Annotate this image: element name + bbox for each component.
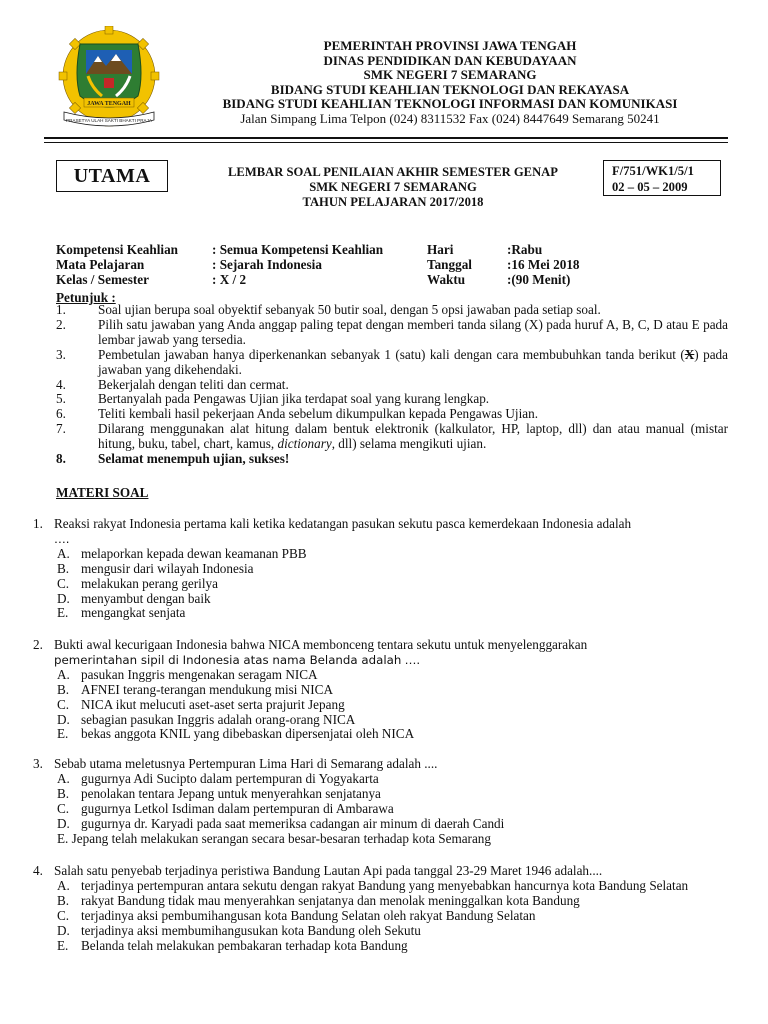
answer-option xyxy=(33,668,728,683)
instruction-text: Pilih satu jawaban yang Anda anggap paling tepat dengan memberi tanda silang (X) pada huruf A, B, C, D atau E pada lembar jawab yang tersedia. xyxy=(98,316,728,347)
info-label: Waktu xyxy=(427,271,466,287)
question-1 xyxy=(33,517,728,621)
answer-option xyxy=(33,909,728,924)
question-number: 2. xyxy=(33,637,43,652)
instruction-item xyxy=(56,318,728,348)
instruction-text: Selamat menempuh ujian, sukses! xyxy=(98,451,290,467)
option-text: Belanda telah melakukan pembakaran terhadap kota Bandung xyxy=(81,937,408,953)
option-letter: D. xyxy=(57,590,70,606)
answer-option xyxy=(33,817,728,832)
crossed-mark: X xyxy=(684,346,695,362)
form-code-box xyxy=(603,160,721,196)
instruction-number: 8. xyxy=(56,451,66,467)
question-text: pemerintahan sipil di Indonesia atas nama Belanda adalah xyxy=(54,652,402,667)
option-text: AFNEI terang-terangan mendukung misi NICA xyxy=(81,681,333,697)
info-value: : Semua Kompetensi Keahlian xyxy=(212,242,384,257)
option-letter: E. xyxy=(57,830,69,846)
materi-heading: MATERI SOAL xyxy=(56,485,149,500)
instruction-text: ) pada jawaban yang dikehendaki. xyxy=(98,346,728,377)
question-number: 1. xyxy=(33,516,43,531)
info-value: : Sejarah Indonesia xyxy=(212,256,322,272)
answer-option xyxy=(33,894,728,909)
header-line-field-1: BIDANG STUDI KEAHLIAN TEKNOLOGI DAN REKAYASA xyxy=(270,81,630,97)
option-letter: B. xyxy=(57,785,70,801)
question-number: 4. xyxy=(33,863,43,878)
form-date: 02 – 05 – 2009 xyxy=(612,179,688,194)
utama-label-box: UTAMA xyxy=(56,160,168,192)
header-line-school: SMK NEGERI 7 SEMARANG xyxy=(363,67,537,83)
info-label: Tanggal xyxy=(427,256,472,272)
info-label: Hari xyxy=(427,242,454,257)
answer-option xyxy=(33,547,728,562)
header-line-field-2: BIDANG STUDI KEAHLIAN TEKNOLOGI INFORMASI DAN KOMUNIKASI xyxy=(222,96,678,112)
option-letter: A. xyxy=(57,666,70,682)
instructions-list xyxy=(56,303,728,467)
option-text: gugurnya dr. Karyadi pada saat memeriksa cadangan air minum di daerah Candi xyxy=(81,815,505,831)
info-label: Kompetensi Keahlian xyxy=(56,242,178,257)
option-text: mengusir dari wilayah Indonesia xyxy=(81,560,254,576)
info-value: :(90 Menit) xyxy=(507,271,571,287)
option-text: terjadinya aksi pembumihangusan kota Bandung Selatan oleh rakyat Bandung Selatan xyxy=(81,907,536,923)
instruction-number: 3. xyxy=(56,346,66,362)
question-2 xyxy=(33,638,728,742)
option-text: terjadinya pertempuran antara sekutu dengan rakyat Bandung yang menyebabkan hancurnya kota Bandung Selatan xyxy=(81,877,689,893)
answer-option xyxy=(33,787,728,802)
question-4 xyxy=(33,864,728,953)
option-text: melakukan perang gerilya xyxy=(81,575,218,591)
option-letter: B. xyxy=(57,892,70,908)
instruction-text: Dilarang menggunakan alat hitung dalam bentuk elektronik (kalkulator, HP, laptop, dll) dan atau manual (mistar hitung, buku, tabel, chart, kamus, xyxy=(98,421,728,452)
instruction-number: 4. xyxy=(56,376,66,392)
instruction-item xyxy=(56,303,728,318)
answer-option xyxy=(33,772,728,787)
exam-title-line: TAHUN PELAJARAN 2017/2018 xyxy=(302,195,484,209)
question-stem xyxy=(33,864,728,879)
instruction-number: 1. xyxy=(56,302,66,317)
instruction-text: Bertanyalah pada Pengawas Ujian jika terdapat soal yang kurang lengkap. xyxy=(98,391,490,407)
option-text: penolakan tentara Jepang untuk menyerahkan senjatanya xyxy=(81,785,381,801)
question-stem xyxy=(33,638,728,668)
instruction-number: 2. xyxy=(56,316,66,332)
answer-option xyxy=(33,606,728,621)
option-letter: D. xyxy=(57,815,70,831)
jawa-tengah-emblem-icon xyxy=(40,26,178,130)
instruction-item xyxy=(56,407,728,422)
question-number: 3. xyxy=(33,756,43,771)
info-value: :16 Mei 2018 xyxy=(507,256,580,272)
instruction-item xyxy=(56,392,728,407)
option-letter: E. xyxy=(57,937,69,953)
instruction-text: Soal ujian berupa soal obyektif sebanyak 50 butir soal, dengan 5 opsi jawaban pada setiap soal. xyxy=(98,302,601,317)
instructions-heading: Petunjuk : xyxy=(56,290,116,305)
option-letter: A. xyxy=(57,545,70,561)
info-value: : X / 2 xyxy=(212,271,247,287)
answer-option xyxy=(33,879,728,894)
answer-option xyxy=(33,832,728,847)
answer-option xyxy=(33,939,728,954)
option-letter: C. xyxy=(57,696,70,712)
instruction-text: , dll) selama mengikuti ujian. xyxy=(331,436,487,452)
option-letter: C. xyxy=(57,800,70,816)
option-letter: A. xyxy=(57,770,70,786)
exam-title-line: LEMBAR SOAL PENILAIAN AKHIR SEMESTER GENAP xyxy=(228,165,558,179)
option-letter: B. xyxy=(57,681,70,697)
option-letter: C. xyxy=(57,907,70,923)
question-text: Bukti awal kecurigaan Indonesia bahwa NICA membonceng tentara sekutu untuk menyelenggarakan xyxy=(54,637,588,652)
answer-option xyxy=(33,683,728,698)
svg-text:JAWA TENGAH: JAWA TENGAH xyxy=(87,101,131,107)
instruction-text: Teliti kembali hasil pekerjaan Anda sebelum dikumpulkan kepada Pengawas Ujian. xyxy=(98,406,539,422)
question-3 xyxy=(33,757,728,846)
instruction-italic-word: dictionary xyxy=(277,436,332,452)
option-letter: B. xyxy=(57,560,70,576)
answer-option xyxy=(33,577,728,592)
option-text: pasukan Inggris mengenakan seragam NICA xyxy=(81,666,318,682)
option-text: melaporkan kepada dewan keamanan PBB xyxy=(81,545,307,561)
instruction-number: 5. xyxy=(56,391,66,407)
instruction-number: 7. xyxy=(56,421,66,437)
option-text: bekas anggota KNIL yang dibebaskan dipersenjatai oleh NICA xyxy=(81,726,415,742)
question-text: Reaksi rakyat Indonesia pertama kali ketika kedatangan pasukan sekutu pasca kemerdekaan Indonesia adalah xyxy=(54,516,632,531)
header-line-agency: DINAS PENDIDIKAN DAN KEBUDAYAAN xyxy=(323,52,577,68)
answer-option xyxy=(33,924,728,939)
question-text: Salah satu penyebab terjadinya peristiwa Bandung Lautan Api pada tanggal 23-29 Maret 1946 adalah.... xyxy=(54,863,603,878)
header-line-government: PEMERINTAH PROVINSI JAWA TENGAH xyxy=(323,38,577,53)
option-letter: D. xyxy=(57,711,70,727)
exam-info-table xyxy=(56,243,736,287)
instruction-item xyxy=(56,452,728,467)
option-text: menyambut dengan baik xyxy=(81,590,211,606)
option-text: terjadinya aksi membumihangusukan kota Bandung oleh Sekutu xyxy=(81,922,421,938)
header-divider-thin xyxy=(44,142,728,143)
instruction-text: Pembetulan jawaban hanya diperkenankan sebanyak 1 (satu) kali dengan cara membubuhkan tanda berikut ( xyxy=(98,346,685,362)
answer-option xyxy=(33,698,728,713)
option-text: NICA ikut melucuti aset-aset serta prajurit Jepang xyxy=(81,696,345,712)
instruction-text: Bekerjalah dengan teliti dan cermat. xyxy=(98,376,289,392)
info-row xyxy=(56,243,736,258)
instruction-number: 6. xyxy=(56,406,66,422)
option-letter: D. xyxy=(57,922,70,938)
option-letter: E. xyxy=(57,605,69,621)
exam-title-line: SMK NEGERI 7 SEMARANG xyxy=(309,180,477,194)
question-text: Sebab utama meletusnya Pertempuran Lima Hari di Semarang adalah .... xyxy=(54,756,438,771)
option-text: gugurnya Adi Sucipto dalam pertempuran di Yogyakarta xyxy=(81,770,379,786)
question-stem xyxy=(33,517,728,547)
option-text: mengangkat senjata xyxy=(81,605,186,621)
header-address: Jalan Simpang Lima Telpon (024) 8311532 Fax (024) 8447649 Semarang 50241 xyxy=(240,110,660,126)
answer-option xyxy=(33,802,728,817)
info-label: Kelas / Semester xyxy=(56,271,150,287)
option-letter: A. xyxy=(57,877,70,893)
info-row xyxy=(56,273,736,288)
info-value: :Rabu xyxy=(507,242,543,257)
option-letter: C. xyxy=(57,575,70,591)
instruction-item xyxy=(56,422,728,452)
answer-option xyxy=(33,592,728,607)
option-text: sebagian pasukan Inggris adalah orang-orang NICA xyxy=(81,711,356,727)
instruction-item xyxy=(56,348,728,378)
letterhead xyxy=(180,39,720,127)
svg-text:PRASETYA ULAH SAKTI BHAKTI PRA: PRASETYA ULAH SAKTI BHAKTI PRAJA xyxy=(66,118,152,123)
form-code: F/751/WK1/5/1 xyxy=(612,164,694,178)
header-divider-thick xyxy=(44,137,728,139)
exam-title xyxy=(183,165,603,210)
answer-option xyxy=(33,562,728,577)
option-letter: E. xyxy=(57,726,69,742)
info-row xyxy=(56,258,736,273)
question-ellipsis: …. xyxy=(404,652,421,667)
question-stem xyxy=(33,757,728,772)
answer-option xyxy=(33,727,728,742)
answer-option xyxy=(33,713,728,728)
option-text: gugurnya Letkol Isdiman dalam pertempuran di Ambarawa xyxy=(81,800,394,816)
option-text: rakyat Bandung tidak mau menyerahkan senjatanya dan menolak meninggalkan kota Bandung xyxy=(81,892,580,908)
instruction-item xyxy=(56,378,728,393)
info-label: Mata Pelajaran xyxy=(56,256,145,272)
question-ellipsis: …. xyxy=(54,531,70,546)
option-text: Jepang telah melakukan serangan secara besar-besaran terhadap kota Semarang xyxy=(71,830,491,846)
